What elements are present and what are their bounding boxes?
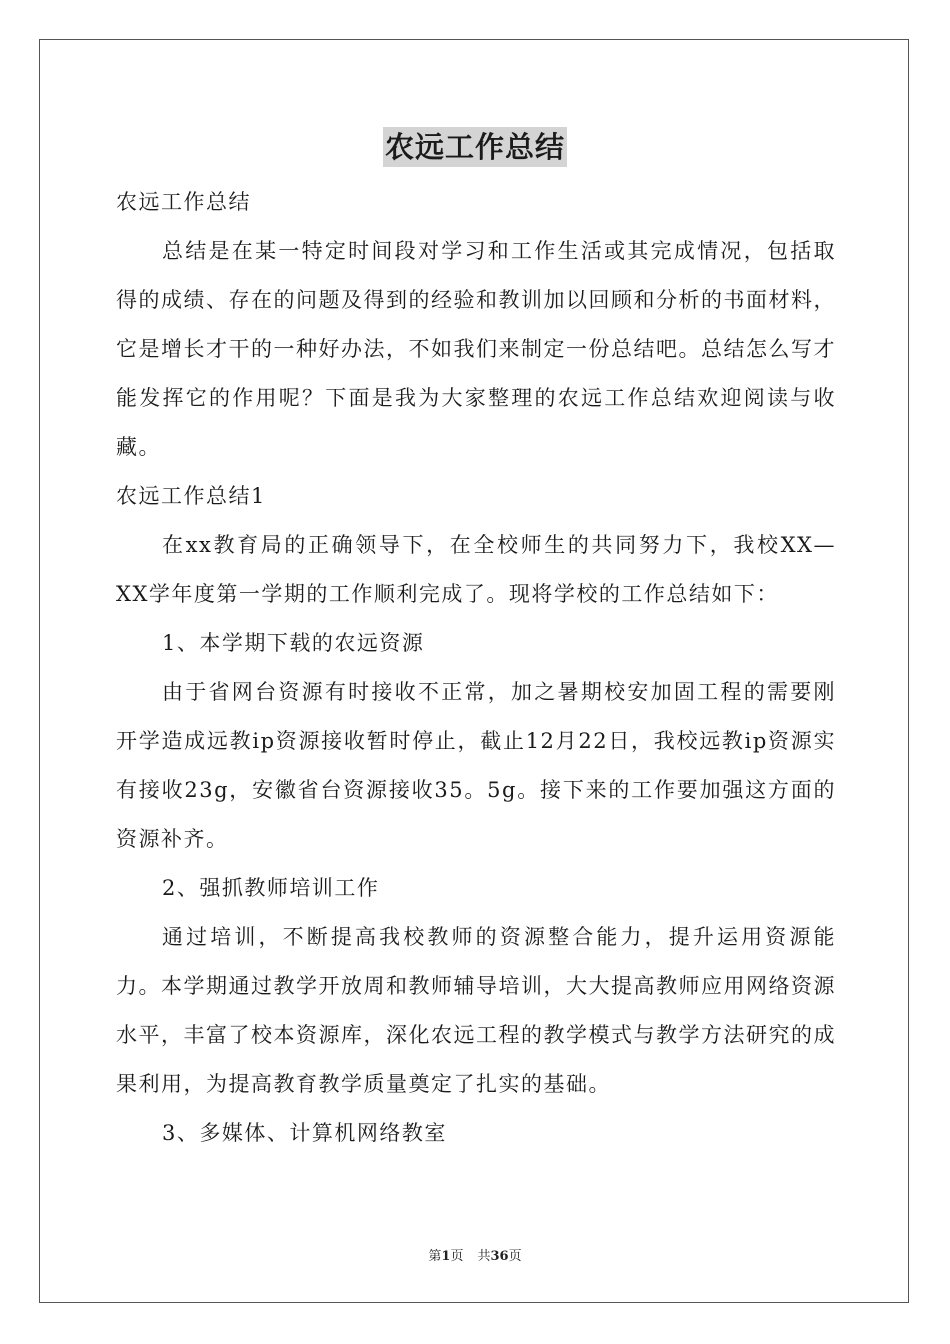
paragraph-overview: 在xx教育局的正确领导下，在全校师生的共同努力下，我校XX—XX学年度第一学期的工作顺利完成了。现将学校的工作总结如下： <box>116 533 836 606</box>
footer-page-number: 1 <box>441 1249 451 1264</box>
document-body <box>116 178 836 1158</box>
paragraph-subtitle: 农远工作总结 <box>116 190 251 214</box>
paragraph-item-2-body: 通过培训，不断提高我校教师的资源整合能力，提升运用资源能力。本学期通过教学开放周和教师辅导培训，大大提高教师应用网络资源水平，丰富了校本资源库，深化农远工程的教学模式与教学方法研究的成果利用，为提高教育教学质量奠定了扎实的基础。 <box>116 925 836 1096</box>
title-container <box>0 127 950 167</box>
paragraph-section-heading: 农远工作总结1 <box>116 484 266 508</box>
paragraph-intro: 总结是在某一特定时间段对学习和工作生活或其完成情况，包括取得的成绩、存在的问题及得到的经验和教训加以回顾和分析的书面材料，它是增长才干的一种好办法，不如我们来制定一份总结吧。总结怎么写才能发挥它的作用呢？下面是我为大家整理的农远工作总结欢迎阅读与收藏。 <box>116 239 836 459</box>
document-title: 农远工作总结 <box>383 127 567 167</box>
footer-page-prefix: 第 <box>428 1249 442 1264</box>
page-footer <box>0 1245 950 1264</box>
footer-total-prefix: 共 <box>477 1249 491 1264</box>
paragraph-item-2-heading: 2、强抓教师培训工作 <box>162 876 380 900</box>
footer-total-suffix: 页 <box>508 1249 522 1264</box>
paragraph-item-1-heading: 1、本学期下载的农远资源 <box>162 631 425 655</box>
paragraph-item-1-body: 由于省网台资源有时接收不正常，加之暑期校安加固工程的需要刚开学造成远教ip资源接收暂时停止，截止12月22日，我校远教ip资源实有接收23g，安徽省台资源接收35。5g。接下来的工作要加强这方面的资源补齐。 <box>116 680 836 851</box>
paragraph-item-3-heading: 3、多媒体、计算机网络教室 <box>162 1121 447 1145</box>
footer-total-number: 36 <box>490 1249 509 1264</box>
footer-page-suffix: 页 <box>450 1249 464 1264</box>
